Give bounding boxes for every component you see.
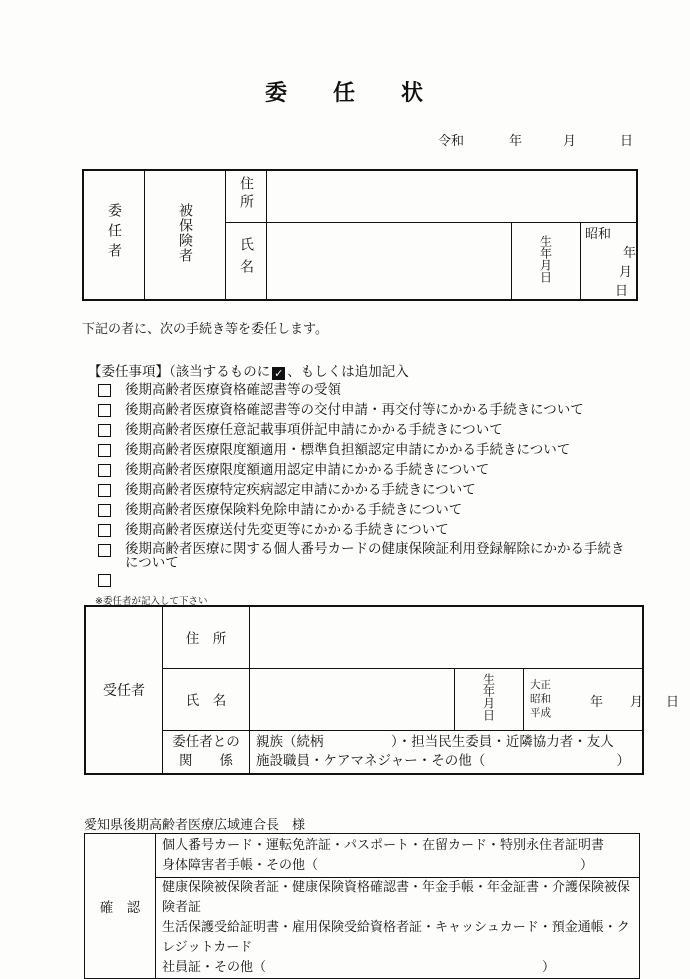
delegation-item-label: 後期高齢者医療特定疾病認定申請にかかる手続きについて bbox=[125, 482, 476, 498]
recipient-name-label-cell bbox=[163, 668, 250, 730]
birth-month: 月 bbox=[618, 264, 632, 280]
recipient-label: 受任者 bbox=[103, 683, 145, 699]
recipient-address-field[interactable] bbox=[250, 606, 644, 668]
checkbox[interactable] bbox=[98, 524, 111, 537]
delegation-item-label: 後期高齢者医療任意記載事項併記申請にかかる手続きについて bbox=[125, 422, 503, 438]
confirmation-label: 確 認 bbox=[99, 900, 141, 916]
checkbox[interactable] bbox=[98, 484, 111, 497]
delegation-instruction-post: 、もしくは追加記入 bbox=[287, 364, 409, 380]
document-title bbox=[0, 76, 690, 107]
title-char: 委 bbox=[264, 81, 289, 106]
id-group-2-close: ） bbox=[541, 960, 555, 975]
relation-close: ） bbox=[616, 752, 630, 769]
delegation-item[interactable] bbox=[98, 522, 650, 538]
checkbox[interactable] bbox=[98, 444, 111, 457]
relation-label-1: 委任者との bbox=[172, 733, 240, 750]
name-label-cell bbox=[226, 222, 267, 300]
checkbox[interactable] bbox=[98, 504, 111, 517]
delegator-name-field[interactable] bbox=[267, 222, 512, 300]
recipient-birth-label-cell bbox=[455, 668, 524, 730]
intro-text: 下記の者に、次の手続き等を委任します。 bbox=[82, 322, 328, 337]
delegation-instruction-pre: （該当するものに bbox=[169, 364, 271, 380]
id-group-1-close: ） bbox=[579, 857, 593, 873]
date-era: 令和 bbox=[438, 134, 465, 149]
delegation-item[interactable] bbox=[98, 402, 650, 418]
confirmation-label-cell bbox=[85, 834, 156, 979]
delegator-inner-label-cell bbox=[145, 170, 226, 300]
relation-line-2: 施設職員・ケアマネジャー・その他（ ） bbox=[256, 752, 630, 769]
delegator-address-field[interactable] bbox=[267, 170, 638, 222]
recipient-birth-field[interactable] bbox=[524, 668, 680, 730]
name-label: 氏名 bbox=[238, 236, 254, 281]
delegation-item[interactable] bbox=[98, 502, 650, 518]
delegation-item-label: 後期高齢者医療資格確認書等の受領 bbox=[125, 382, 341, 398]
delegator-inner-label: 被保険者 bbox=[177, 202, 193, 263]
recipient-month: 月 bbox=[630, 694, 644, 710]
relation-field[interactable] bbox=[250, 730, 644, 774]
recipient-year: 年 bbox=[590, 694, 604, 710]
date-month: 月 bbox=[563, 134, 577, 149]
recipient-eras bbox=[530, 678, 551, 720]
date-day: 日 bbox=[620, 134, 634, 149]
recipient-table bbox=[84, 605, 680, 775]
delegation-item[interactable] bbox=[98, 462, 650, 478]
confirmation-table bbox=[84, 833, 640, 979]
delegation-heading bbox=[88, 360, 409, 380]
birth-day: 日 bbox=[614, 283, 628, 299]
recipient-label-cell bbox=[85, 606, 163, 774]
addressee: 愛知県後期高齢者医療広域連合長 様 bbox=[84, 818, 306, 833]
address-label-cell bbox=[226, 170, 267, 222]
id-group-2-line-1: 健康保険被保険者証・健康保険資格確認書・年金手帳・年金証書・介護保険被保険者証 bbox=[162, 880, 631, 915]
checkbox[interactable] bbox=[98, 384, 111, 397]
checkbox[interactable] bbox=[98, 464, 111, 477]
relation-label-cell bbox=[163, 730, 250, 774]
era-option: 大正 bbox=[530, 678, 551, 691]
title-char: 状 bbox=[401, 81, 426, 106]
delegation-item[interactable] bbox=[98, 482, 650, 498]
birth-era: 昭和 bbox=[584, 226, 611, 242]
birth-label-cell bbox=[511, 222, 580, 300]
era-option: 平成 bbox=[530, 706, 551, 719]
recipient-day: 日 bbox=[666, 694, 680, 710]
checkbox[interactable] bbox=[98, 404, 111, 417]
recipient-birth-label: 生年月日 bbox=[481, 673, 496, 721]
relation-line-1: 親族（続柄 ）・担当民生委員・近隣協力者・友人 bbox=[256, 733, 614, 750]
delegation-item-blank[interactable] bbox=[98, 572, 650, 587]
delegation-item-label: 後期高齢者医療限度額適用認定申請にかかる手続きについて bbox=[125, 462, 490, 478]
delegation-item-label: 後期高齢者医療限度額適用・標準負担額認定申請にかかる手続きについて bbox=[125, 442, 571, 458]
checkbox[interactable] bbox=[98, 424, 111, 437]
delegation-item[interactable] bbox=[98, 422, 650, 438]
delegation-item[interactable] bbox=[98, 442, 650, 458]
date-year: 年 bbox=[509, 134, 523, 149]
relation-label-2: 関 係 bbox=[179, 752, 233, 769]
delegator-table bbox=[82, 169, 638, 301]
checkbox[interactable] bbox=[98, 574, 111, 587]
id-group-2-line-2: 生活保護受給証明書・雇用保険受給資格者証・キャッシュカード・預金通帳・クレジットカード bbox=[162, 920, 630, 955]
delegator-birth-field[interactable] bbox=[580, 222, 637, 300]
recipient-address-label: 住 所 bbox=[185, 631, 227, 648]
recipient-name-label: 氏 名 bbox=[185, 693, 227, 709]
address-label: 住所 bbox=[238, 176, 254, 213]
recipient-note: ※委任者が記入して下さい bbox=[95, 596, 208, 607]
checkbox[interactable] bbox=[98, 544, 111, 557]
id-group-2[interactable] bbox=[156, 878, 640, 979]
delegation-item[interactable] bbox=[98, 382, 650, 398]
id-group-1-line-2: 身体障害者手帳・その他（ ） bbox=[162, 856, 639, 876]
delegation-item-label: 後期高齢者医療に関する個人番号カードの健康保険証利用登録解除にかかる手続きについて bbox=[125, 541, 625, 571]
recipient-name-field[interactable] bbox=[250, 668, 455, 730]
delegation-item-label: 後期高齢者医療保険料免除申請にかかる手続きについて bbox=[125, 502, 463, 518]
birth-label: 生年月日 bbox=[538, 234, 553, 283]
id-group-2-line-3: 社員証・その他（ ） bbox=[162, 958, 639, 978]
delegation-item-label: 後期高齢者医療送付先変更等にかかる手続きについて bbox=[125, 522, 449, 538]
delegation-item-label: 後期高齢者医療資格確認書等の交付申請・再交付等にかかる手続きについて bbox=[125, 402, 584, 418]
birth-year: 年 bbox=[622, 245, 636, 261]
delegation-heading-label: 【委任事項】 bbox=[88, 364, 169, 380]
checkmark-icon: ✓ bbox=[274, 367, 284, 380]
delegator-outer-label-cell bbox=[83, 170, 145, 300]
recipient-address-label-cell bbox=[163, 606, 250, 668]
delegation-item[interactable] bbox=[98, 542, 650, 570]
id-group-1-line-1: 個人番号カード・運転免許証・パスポート・在留カード・特別永住者証明書 bbox=[162, 837, 605, 853]
id-group-1[interactable] bbox=[156, 834, 640, 878]
delegator-outer-label: 委任者 bbox=[106, 202, 122, 263]
era-option: 昭和 bbox=[530, 692, 551, 705]
title-char: 任 bbox=[332, 81, 357, 106]
